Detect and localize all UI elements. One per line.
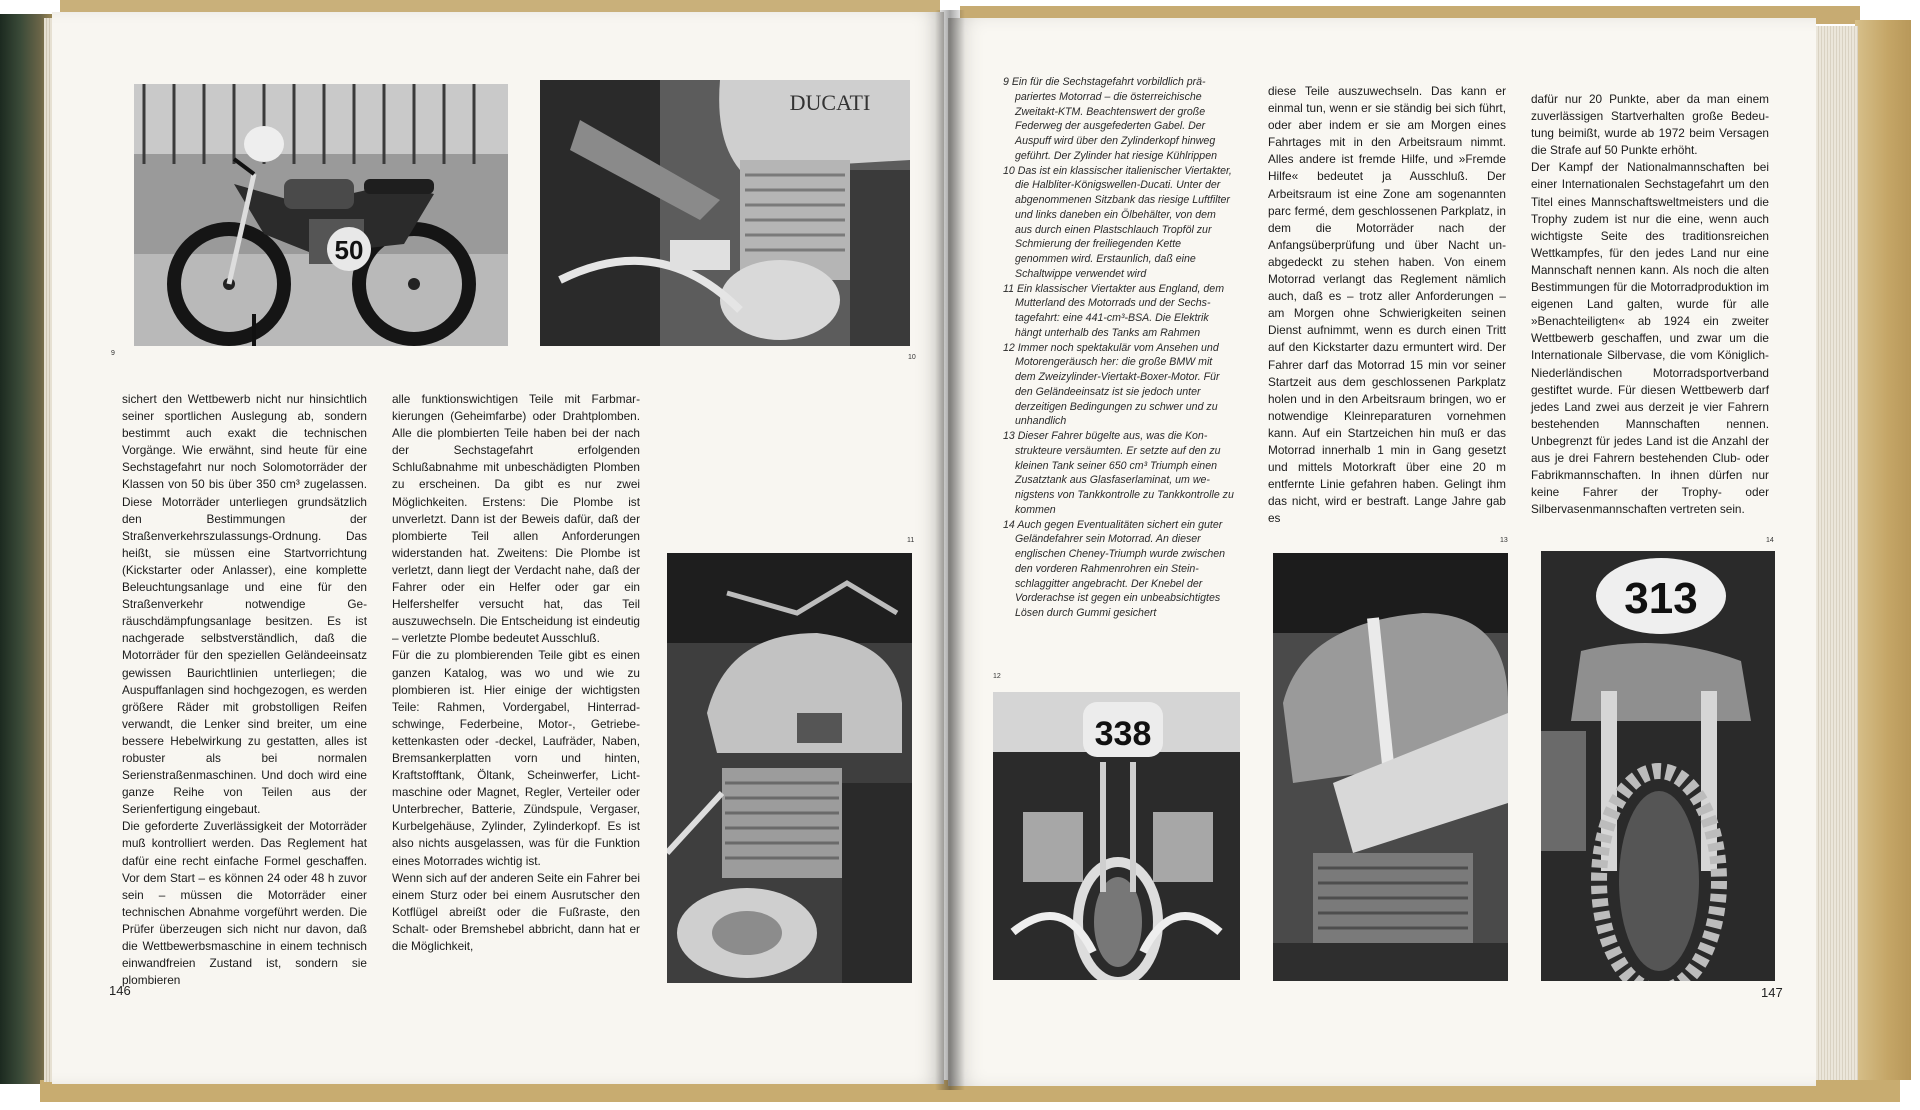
- book-cover-right-edge: [1855, 20, 1911, 1080]
- paragraph: diese Teile auszuwechseln. Das kann er einmal tun, wenn er sie ständig bei sich führt, oder aber indem er sie am Morgen eines Fahrtages mit in den Arbeitsraum nimmt. Alles andere ist fremde Hilfe, und »Fremde Hilfe« bedeutet ja Ausschluß. Der Arbeitsraum ist eine Zone am sogenannten parc fermé, dem geschlossenen Parkplatz, in dem die Motorräder nach der Anfangsüberprüfung und über Nacht unabgedeckt zu stehen haben. Von einem Motorrad verlangt das Reglement nämlich auch, daß es – trotz aller Anforderungen – am Morgen ohne Schwierigkeiten seinen Dienst aufnimmt, wenn es durch einen Tritt auf den Kickstarter dazu ermuntert wird. Der Fahrer darf das Motorrad 15 min vor seiner Startzeit aus dem geschlossenen Parkplatz holen und in den Arbeitsraum bringen, wo er notwendige Kleinreparaturen vornehmen kann. Auf ein Startzeichen hin muß er das Motorrad innerhalb 1 min in Gang gesetzt und mittels Motorkraft über eine 20 m entfernte Linie gefahren haben. Gelingt ihm das nicht, wird er bestraft. Lange Jahre gab es: [1268, 84, 1506, 526]
- photo-bsa-engine: [667, 553, 912, 983]
- paragraph: Der Kampf der Nationalmannschaften bei einer Internationalen Sechstagefahrt um den Titel eines Mannschaftsweltmeisters und die Trophy zudem ist nur die eine, wenn auch wichtigste Seite des traditionsreichen Wettkampfes, für den jedes Land nur eine Mannschaft nennen kann. Als noch die alten Bestimmungen für die Motorradproduktion im eigenen Land galten, wurde für alle »Benachteiligten« ab 1924 ein zweiter Wettbewerb geschaffen, und zwar um die Internationale Silbervase, die vom Königlich-Niederländischen Motorradsportverband gestiftet wurde. Für diesen Wettbewerb darf jedes Land zwei aus derzeit je vier Fahrern bestehenden Mannschaften nennen. Unbegrenzt für jedes Land ist die Anzahl der aus je drei Fahrern bestehenden Club- oder Fabrikmannschaften. In ihnen dürfen nur keine Fahrer der Trophy- oder Silbervasenmannschaften vertreten sein.: [1531, 160, 1769, 517]
- caption-9: 9 Ein für die Sechstagefahrt vorbildlich präpariertes Motorrad – die österreichische Zweitakt-KTM. Beachtenswert der große Federweg der ausgefederten Gabel. Der Auspuff wird über den Zylinderkopf hinweg geführt. Der Zylinder hat riesige Kühlrippen: [1003, 76, 1217, 162]
- figure-label-10: 10: [908, 354, 916, 361]
- page-number-left: 146: [109, 983, 131, 998]
- photo-text-ducati: DUCATI: [789, 90, 871, 115]
- caption-13: 13 Dieser Fahrer bügelte aus, was die Konstrukteure versäumten. Er setzte auf den zu kleinen Tank seiner 650 cm³ Triumph einen Zusatztank aus Glasfaserlaminat, um wenigstens von Tankkontrolle zu Tankkontrolle zu kommen: [1003, 430, 1234, 516]
- paragraph: alle funktionswichtigen Teile mit Farbmarkierungen (Geheimfarbe) oder Drahtplomben. Alle die plombierten Teile haben bei der nach der Sechstagefahrt erfolgenden Schlußabnahme mit unbeschädigten Plomben zu erscheinen. Da gibt es nur zwei Möglichkeiten. Erstens: Die Plombe ist unverletzt. Dann ist der Beweis dafür, daß der plombierte Teil allen Anforderungen widerstanden hat. Zweitens: Die Plombe ist verletzt, dann liegt der Verdacht nahe, daß der Fahrer oder ein Helfer oder gar ein Helfershelfer versucht hat, das Teil auszuwechseln. Die Entscheidung ist eindeutig – verletzte Plombe bedeutet Ausschluß.: [392, 392, 640, 646]
- left-page-column-2: [392, 391, 640, 955]
- photo-ducati: [540, 80, 910, 346]
- figure-label-13: 13: [1500, 537, 1508, 544]
- right-page-column-3: [1531, 91, 1769, 518]
- photo-triumph-tank: [1273, 553, 1508, 981]
- photo-ktm-motorcycle: [134, 84, 508, 346]
- caption-11: 11 Ein klassischer Viertakter aus England, dem Mutterland des Motorrads und der Sechstagefahrt: eine 441-cm³-BSA. Die Elektrik hängt unterhalb des Tanks am Rahmen: [1003, 282, 1225, 339]
- figure-captions: [1003, 75, 1235, 621]
- photo-number-338: 338: [1094, 715, 1152, 753]
- figure-label-11: 11: [907, 537, 915, 544]
- paragraph: Wenn sich auf der anderen Seite ein Fahrer bei einem Sturz oder bei einem Ausrutscher den Kotflügel abreißt oder die Fußraste, den Schalt- oder Bremshebel abbricht, dann hat er die Möglichkeit,: [392, 870, 640, 953]
- photo-number-313: 313: [1624, 574, 1698, 623]
- caption-12: 12 Immer noch spektakulär vom Ansehen und Motorengeräusch her: die große BMW mit dem Zweizylinder-Viertakt-Boxer-Motor. Für den Geländeeinsatz ist sie jedoch unter derzeitigen Bedingungen zu schwer und zu unhandlich: [1003, 341, 1220, 428]
- page-block-right-edge: [1816, 26, 1858, 1080]
- figure-label-14: 14: [1766, 537, 1774, 544]
- caption-10: 10 Das ist ein klassischer italienischer Viertakter, die Halbliter-Königswellen-Ducati. Unter der abgenommenen Sitzbank das riesige Luftfilter und links daneben ein Ölbehälter, von dem aus durch einen Plastschlauch Tropföl zur Schmierung der freiliegenden Kette genommen wird. Erstaunlich, daß eine Schaltwippe verwendet wird: [1003, 164, 1232, 280]
- paragraph: Die geforderte Zuverlässigkeit der Motorräder muß kontrolliert werden. Das Reglement hat dafür eine recht einfache Formel geschaffen. Vor dem Start – es können 24 oder 48 h zuvor sein – müssen die Motorräder einer technischen Abnahme vorgeführt werden. Die Prüfer überzeugen sich nicht nur davon, daß die Wettbewerbsmaschine in einem technisch einwandfreien Zustand ist, sondern sie plombieren: [122, 819, 367, 988]
- figure-label-12: 12: [993, 673, 1001, 680]
- right-page-column-2: [1268, 83, 1506, 527]
- paragraph: Für die zu plombierenden Teile gibt es einen ganzen Katalog, was wo und wie zu plombieren ist. Hier einige der wichtigsten Teile: Rahmen, Vordergabel, Hinterradschwinge, Federbeine, Motor-, Getriebekettenkasten oder -deckel, Laufräder, Naben, Bremsankerplatten vorn und hinten, Kraftstofftank, Öltank, Scheinwerfer, Lichtmaschine oder Magnet, Regler, Verteiler oder Unterbrecher, Batterie, Zündspule, Vergaser, Kurbelgehäuse, Zylinder, Zylinderkopf. Es ist also nichts ausgelassen, was für die Funktion eines Motorrades wichtig ist.: [392, 648, 640, 868]
- paragraph: sichert den Wettbewerb nicht nur hinsichtlich seiner sportlichen Auslegung ab, sondern bestimmt auch exakt die technischen Vorgänge. Wie erwähnt, sind heute für eine Sechstagefahrt nur noch Solomotorräder der Klassen von 50 bis über 350 cm³ zugelassen. Diese Motorräder unterliegen grundsätzlich den Bestimmungen der Straßenverkehrszulassungs-Ordnung. Das heißt, sie müssen eine Startvorrichtung (Kickstarter oder Anlasser), eine komplette Beleuchtungsanlage und eine für den Straßenverkehr notwendige Geräuschdämpfungsanlage besitzen. Es ist nachgerade selbstverständlich, daß die Motorräder für den speziellen Geländeeinsatz gewissen Baurichtlinien unterliegen; die Auspuffanlagen sind hochgezogen, es werden größere Räder mit grobstolligen Reifen verwandt, die Lenker sind breiter, um eine bessere Hebelwirkung zu gestatten, alles ist robuster als bei normalen Serienstraßenmaschinen. Und doch wird eine ganze Reihe von Teilen aus der Serienfertigung eingebaut.: [122, 392, 367, 817]
- book-gutter: [935, 10, 965, 1090]
- paragraph: dafür nur 20 Punkte, aber da man einem zuverlässigen Startverhalten große Bedeutung beimißt, wurde ab 1972 beim Versagen die Strafe auf 50 Punkte erhöht.: [1531, 92, 1769, 158]
- photo-number-50: 50: [334, 235, 364, 265]
- figure-label-9: 9: [111, 350, 115, 357]
- caption-14: 14 Auch gegen Eventualitäten sichert ein guter Geländefahrer sein Motorrad. An dieser englischen Cheney-Triumph wurde zwischen den vorderen Rahmenrohren ein Steinschlaggitter angebracht. Der Knebel der Vorderachse ist gegen ein unbeabsichtigtes Lösen durch Gummi gesichert: [1003, 518, 1226, 619]
- photo-cheney-triumph-313: [1541, 551, 1775, 981]
- left-page-column-1: [122, 391, 367, 989]
- page-number-right: 147: [1761, 985, 1783, 1000]
- photo-bmw-338: [993, 692, 1240, 980]
